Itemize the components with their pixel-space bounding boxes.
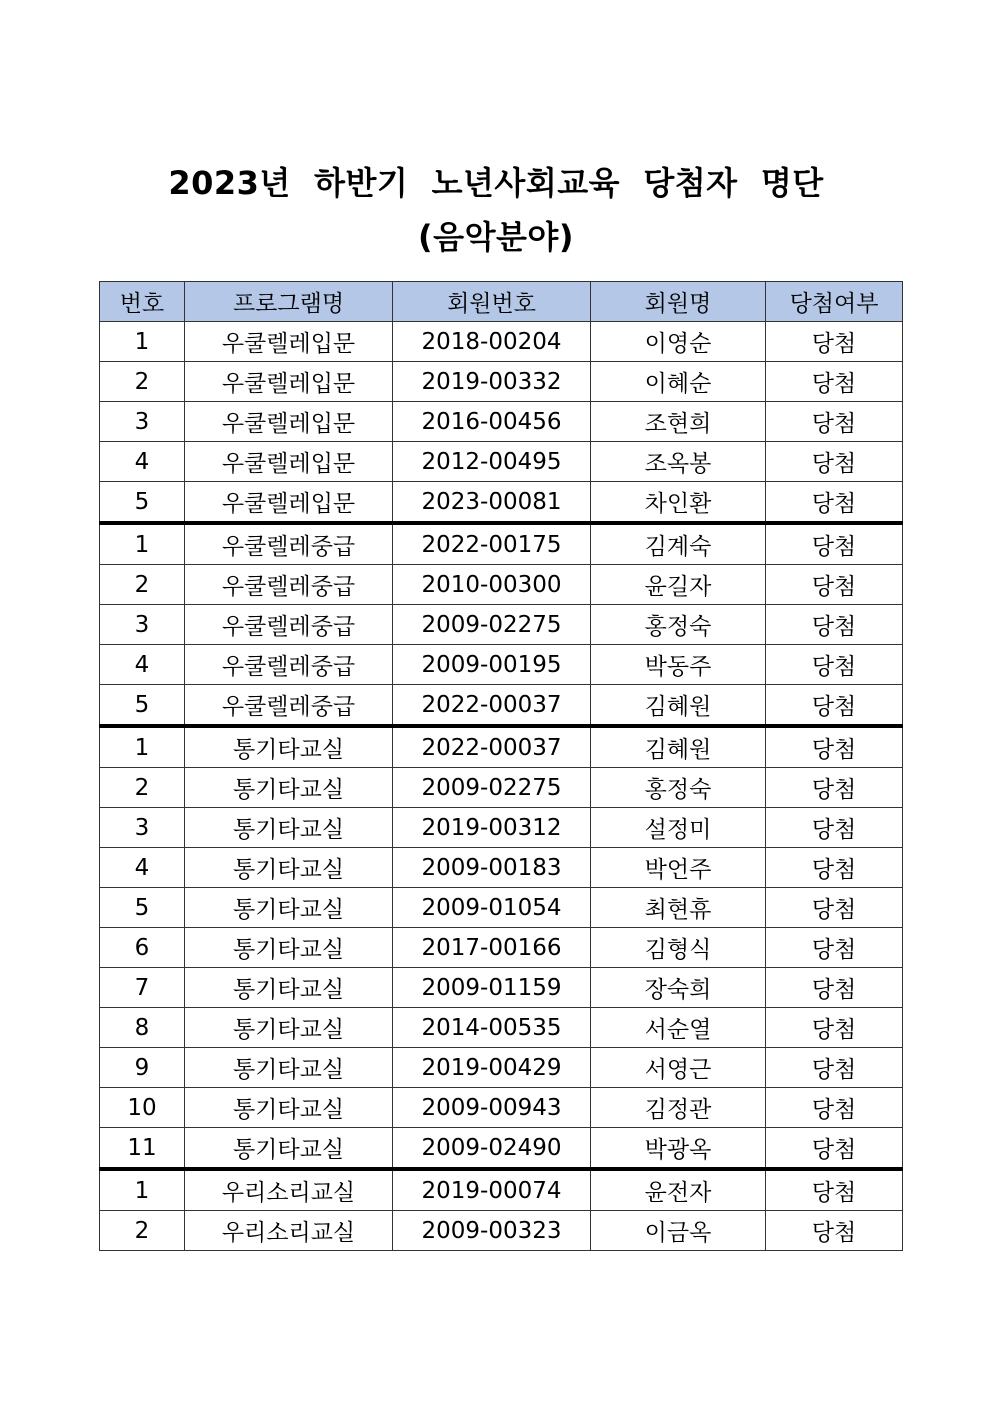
cell-result: 당첨 [766, 768, 903, 808]
cell-program: 통기타교실 [185, 848, 393, 888]
cell-program: 통기타교실 [185, 1048, 393, 1088]
cell-name: 김계숙 [591, 523, 766, 565]
cell-program: 통기타교실 [185, 768, 393, 808]
cell-name: 박광옥 [591, 1128, 766, 1170]
cell-name: 김혜원 [591, 726, 766, 768]
cell-name: 조현희 [591, 402, 766, 442]
winners-table [99, 281, 903, 1251]
table-row [100, 605, 903, 645]
cell-program: 통기타교실 [185, 808, 393, 848]
cell-no: 4 [100, 645, 185, 685]
cell-member-id: 2023-00081 [393, 482, 591, 524]
table-row [100, 1048, 903, 1088]
page-subtitle: (음악분야) [418, 218, 574, 256]
cell-result: 당첨 [766, 645, 903, 685]
cell-member-id: 2009-02275 [393, 768, 591, 808]
cell-program: 통기타교실 [185, 1128, 393, 1170]
cell-member-id: 2012-00495 [393, 442, 591, 482]
cell-member-id: 2017-00166 [393, 928, 591, 968]
cell-name: 최현휴 [591, 888, 766, 928]
header-program: 프로그램명 [185, 282, 393, 322]
cell-result: 당첨 [766, 402, 903, 442]
table-row [100, 1169, 903, 1211]
page-title: 2023년 하반기 노년사회교육 당첨자 명단 [168, 164, 824, 202]
cell-result: 당첨 [766, 1008, 903, 1048]
cell-result: 당첨 [766, 565, 903, 605]
table-row [100, 322, 903, 362]
cell-member-id: 2022-00175 [393, 523, 591, 565]
cell-result: 당첨 [766, 1169, 903, 1211]
cell-result: 당첨 [766, 808, 903, 848]
table-row [100, 402, 903, 442]
cell-program: 우쿨렐레입문 [185, 322, 393, 362]
table-row [100, 1128, 903, 1170]
table-row [100, 482, 903, 524]
cell-no: 6 [100, 928, 185, 968]
table-row [100, 442, 903, 482]
cell-no: 4 [100, 848, 185, 888]
cell-member-id: 2022-00037 [393, 685, 591, 727]
header-row [100, 282, 903, 322]
cell-no: 1 [100, 322, 185, 362]
cell-program: 통기타교실 [185, 888, 393, 928]
cell-result: 당첨 [766, 482, 903, 524]
cell-name: 서순열 [591, 1008, 766, 1048]
cell-program: 우쿨렐레입문 [185, 402, 393, 442]
cell-program: 우쿨렐레중급 [185, 685, 393, 727]
cell-no: 2 [100, 768, 185, 808]
cell-member-id: 2009-02275 [393, 605, 591, 645]
cell-member-id: 2009-00195 [393, 645, 591, 685]
cell-program: 우쿨렐레입문 [185, 482, 393, 524]
cell-program: 통기타교실 [185, 968, 393, 1008]
cell-name: 이영순 [591, 322, 766, 362]
cell-member-id: 2018-00204 [393, 322, 591, 362]
cell-result: 당첨 [766, 726, 903, 768]
cell-program: 통기타교실 [185, 726, 393, 768]
cell-no: 9 [100, 1048, 185, 1088]
cell-program: 통기타교실 [185, 1008, 393, 1048]
cell-name: 김형식 [591, 928, 766, 968]
cell-name: 조옥봉 [591, 442, 766, 482]
cell-no: 3 [100, 808, 185, 848]
table-row [100, 685, 903, 727]
cell-member-id: 2019-00429 [393, 1048, 591, 1088]
table-row [100, 362, 903, 402]
cell-no: 10 [100, 1088, 185, 1128]
table-row [100, 565, 903, 605]
cell-result: 당첨 [766, 523, 903, 565]
cell-name: 장숙희 [591, 968, 766, 1008]
cell-program: 우쿨렐레입문 [185, 442, 393, 482]
table-row [100, 968, 903, 1008]
header-member-id: 회원번호 [393, 282, 591, 322]
table-row [100, 645, 903, 685]
table-row [100, 1088, 903, 1128]
cell-no: 7 [100, 968, 185, 1008]
table-row [100, 1211, 903, 1251]
cell-name: 홍정숙 [591, 605, 766, 645]
cell-result: 당첨 [766, 928, 903, 968]
cell-result: 당첨 [766, 685, 903, 727]
cell-member-id: 2014-00535 [393, 1008, 591, 1048]
cell-name: 박언주 [591, 848, 766, 888]
cell-result: 당첨 [766, 1128, 903, 1170]
cell-name: 윤길자 [591, 565, 766, 605]
cell-result: 당첨 [766, 322, 903, 362]
cell-member-id: 2009-01159 [393, 968, 591, 1008]
cell-program: 우쿨렐레중급 [185, 565, 393, 605]
cell-no: 3 [100, 605, 185, 645]
cell-member-id: 2019-00074 [393, 1169, 591, 1211]
cell-no: 3 [100, 402, 185, 442]
cell-no: 11 [100, 1128, 185, 1170]
cell-member-id: 2010-00300 [393, 565, 591, 605]
cell-no: 5 [100, 482, 185, 524]
cell-member-id: 2019-00332 [393, 362, 591, 402]
cell-name: 설정미 [591, 808, 766, 848]
cell-result: 당첨 [766, 1211, 903, 1251]
table-row [100, 523, 903, 565]
cell-no: 1 [100, 726, 185, 768]
cell-no: 5 [100, 888, 185, 928]
cell-no: 2 [100, 565, 185, 605]
cell-member-id: 2009-00323 [393, 1211, 591, 1251]
cell-no: 4 [100, 442, 185, 482]
table-row [100, 1008, 903, 1048]
table-row [100, 928, 903, 968]
cell-member-id: 2016-00456 [393, 402, 591, 442]
cell-program: 통기타교실 [185, 1088, 393, 1128]
cell-program: 우쿨렐레입문 [185, 362, 393, 402]
cell-result: 당첨 [766, 605, 903, 645]
cell-no: 8 [100, 1008, 185, 1048]
table-row [100, 848, 903, 888]
cell-no: 2 [100, 362, 185, 402]
cell-program: 우리소리교실 [185, 1169, 393, 1211]
cell-name: 이금옥 [591, 1211, 766, 1251]
cell-program: 우쿨렐레중급 [185, 605, 393, 645]
cell-result: 당첨 [766, 442, 903, 482]
cell-result: 당첨 [766, 362, 903, 402]
cell-program: 통기타교실 [185, 928, 393, 968]
cell-program: 우리소리교실 [185, 1211, 393, 1251]
cell-no: 1 [100, 523, 185, 565]
cell-member-id: 2009-00183 [393, 848, 591, 888]
cell-no: 2 [100, 1211, 185, 1251]
table-row [100, 808, 903, 848]
cell-name: 박동주 [591, 645, 766, 685]
cell-name: 서영근 [591, 1048, 766, 1088]
cell-program: 우쿨렐레중급 [185, 645, 393, 685]
header-result: 당첨여부 [766, 282, 903, 322]
cell-name: 윤전자 [591, 1169, 766, 1211]
cell-name: 차인환 [591, 482, 766, 524]
cell-no: 1 [100, 1169, 185, 1211]
cell-name: 홍정숙 [591, 768, 766, 808]
cell-no: 5 [100, 685, 185, 727]
cell-result: 당첨 [766, 968, 903, 1008]
cell-result: 당첨 [766, 1048, 903, 1088]
cell-member-id: 2009-00943 [393, 1088, 591, 1128]
cell-result: 당첨 [766, 1088, 903, 1128]
table-row [100, 768, 903, 808]
cell-name: 이혜순 [591, 362, 766, 402]
cell-result: 당첨 [766, 888, 903, 928]
table-row [100, 888, 903, 928]
cell-name: 김혜원 [591, 685, 766, 727]
cell-name: 김정관 [591, 1088, 766, 1128]
cell-result: 당첨 [766, 848, 903, 888]
cell-member-id: 2009-01054 [393, 888, 591, 928]
table-row [100, 726, 903, 768]
header-name: 회원명 [591, 282, 766, 322]
cell-member-id: 2022-00037 [393, 726, 591, 768]
cell-program: 우쿨렐레중급 [185, 523, 393, 565]
cell-member-id: 2009-02490 [393, 1128, 591, 1170]
cell-member-id: 2019-00312 [393, 808, 591, 848]
header-no: 번호 [100, 282, 185, 322]
